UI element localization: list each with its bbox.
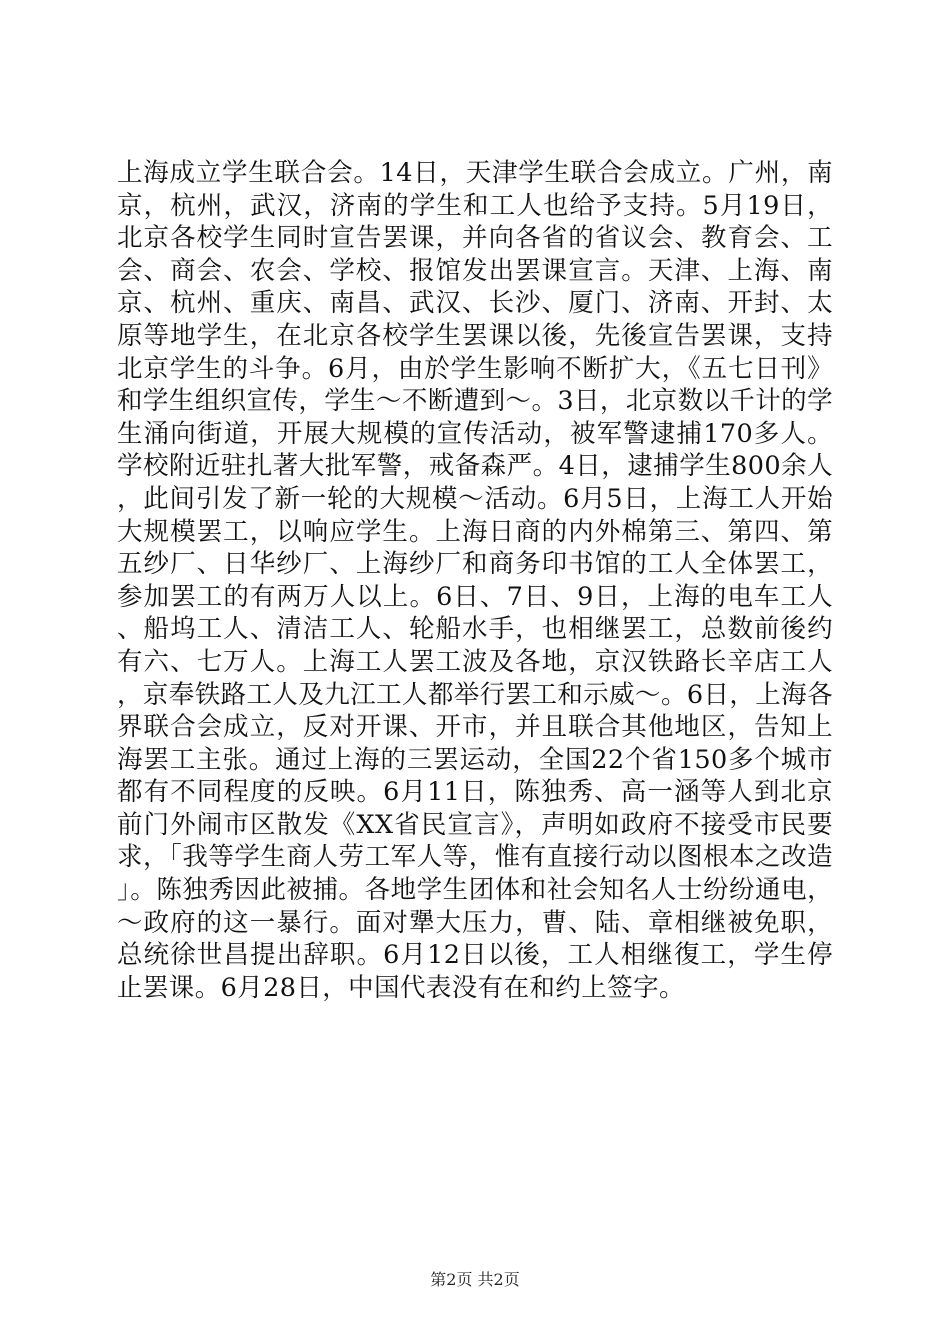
- body-paragraph: 上海成立学生联合会。14日，天津学生联合会成立。广州，南京，杭州，武汉，济南的学生和工人也给予支持。5月19日，北京各校学生同时宣告罢课，并向各省的省议会、教育会、工会、商会、农会、学校、报馆发出罢课宣言。天津、上海、南京、杭州、重庆、南昌、武汉、长沙、厦门、济南、开封、太原等地学生，在北京各校学生罢课以後，先後宣告罢课，支持北京学生的斗争。6月，由於学生影响不断扩大，《五七日刊》和学生组织宣传，学生～不断遭到～。3日，北京数以千计的学生涌向街道，开展大规模的宣传活动，被军警逮捕170多人。学校附近驻扎著大批军警，戒备森严。4日，逮捕学生800余人，此间引发了新一轮的大规模～活动。6月5日，上海工人开始大规模罢工，以响应学生。上海日商的内外棉第三、第四、第五纱厂、日华纱厂、上海纱厂和商务印书馆的工人全体罢工，参加罢工的有两万人以上。6日、7日、9日，上海的电车工人、船坞工人、清洁工人、轮船水手，也相继罢工，总数前後约有六、七万人。上海工人罢工波及各地，京汉铁路长辛店工人，京奉铁路工人及九江工人都举行罢工和示威～。6日，上海各界联合会成立，反对开课、开市，并且联合其他地区，告知上海罢工主张。通过上海的三罢运动，全国22个省150多个城市都有不同程度的反映。6月11日，陈独秀、高一涵等人到北京前门外闹市区散发《XX省民宣言》，声明如政府不接受市民要求，「我等学生商人劳工军人等，惟有直接行动以图根本之改造」。陈独秀因此被捕。各地学生团体和社会知名人士纷纷通电，～政府的这一暴行。面对犟大压力，曹、陆、章相继被免职，总统徐世昌提出辞职。6月12日以後，工人相继復工，学生停止罢课。6月28日，中国代表没有在和约上签字。: [117, 158, 833, 1003]
- page-number-footer: 第2页 共2页: [430, 1270, 520, 1289]
